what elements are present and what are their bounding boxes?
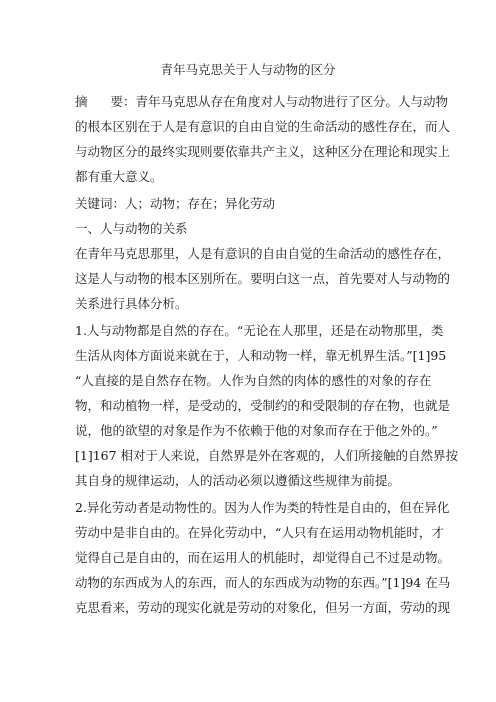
body-line-16: 2.异化劳动者是动物性的。因为人作为类的特性是自由的，但在异化 bbox=[75, 500, 450, 515]
body-line-7: 这是人与动物的根本区别所在。要明白这一点，首先要对人与动物的 bbox=[75, 271, 451, 286]
body-line-10: 生活从肉体方面说来就在于，人和动物一样，靠无机界生活。”[1]95 bbox=[75, 348, 447, 363]
body-line-2: 与动物区分的最终实现则要依靠共产主义，这种区分在理论和现实上 bbox=[75, 144, 451, 159]
body-line-11: “人直接的是自然存在物。人作为自然的肉体的感性的对象的存在 bbox=[75, 373, 432, 388]
body-line-13: 说，他的欲望的对象是作为不依赖于他的对象而存在于他之外的。” bbox=[75, 423, 438, 438]
body-line-6: 在青年马克思那里，人是有意识的自由自觉的生命活动的感性存在， bbox=[75, 246, 451, 261]
body-line-20: 克思看来，劳动的现实化就是劳动的对象化，但另一方面，劳动的现 bbox=[75, 600, 451, 615]
body-line-9: 1.人与动物都是自然的存在。“无论在人那里，还是在动物那里，类 bbox=[75, 323, 444, 338]
body-line-18: 觉得自己是自由的，而在运用人的机能时，却觉得自己不过是动物。 bbox=[75, 550, 451, 565]
abstract-label-left: 摘 bbox=[75, 94, 88, 109]
body-line-12: 物，和动植物一样，是受动的，受制约的和受限制的存在物，也就是 bbox=[75, 398, 451, 413]
body-line-8: 关系进行具体分析。 bbox=[75, 296, 188, 311]
document-title: 青年马克思关于人与动物的区分 bbox=[160, 62, 336, 77]
abstract-text: 青年马克思从存在角度对人与动物进行了区分。人与动物 bbox=[135, 94, 449, 109]
body-line-1: 的根本区别在于人是有意识的自由自觉的生命活动的感性存在，而人 bbox=[75, 119, 451, 134]
abstract-label-right: 要： bbox=[110, 94, 136, 109]
body-line-14: [1]167 相对于人来说，自然界是外在客观的，人们所接触的自然界按 bbox=[75, 448, 459, 463]
keywords-line: 关键词：人；动物；存在；异化劳动 bbox=[75, 196, 276, 211]
body-line-19: 动物的东西成为人的东西，而人的东西成为动物的东西。”[1]94 在马 bbox=[75, 575, 451, 590]
section-heading: 一、人与动物的关系 bbox=[75, 221, 188, 236]
body-line-15: 其自身的规律运动，人的活动必须以遵循这些规律为前提。 bbox=[75, 473, 401, 488]
body-line-3: 都有重大意义。 bbox=[75, 169, 163, 184]
body-line-17: 劳动中是非自由的。在异化劳动中，“人只有在运用动物机能时，才 bbox=[75, 525, 444, 540]
abstract-line bbox=[75, 94, 448, 110]
